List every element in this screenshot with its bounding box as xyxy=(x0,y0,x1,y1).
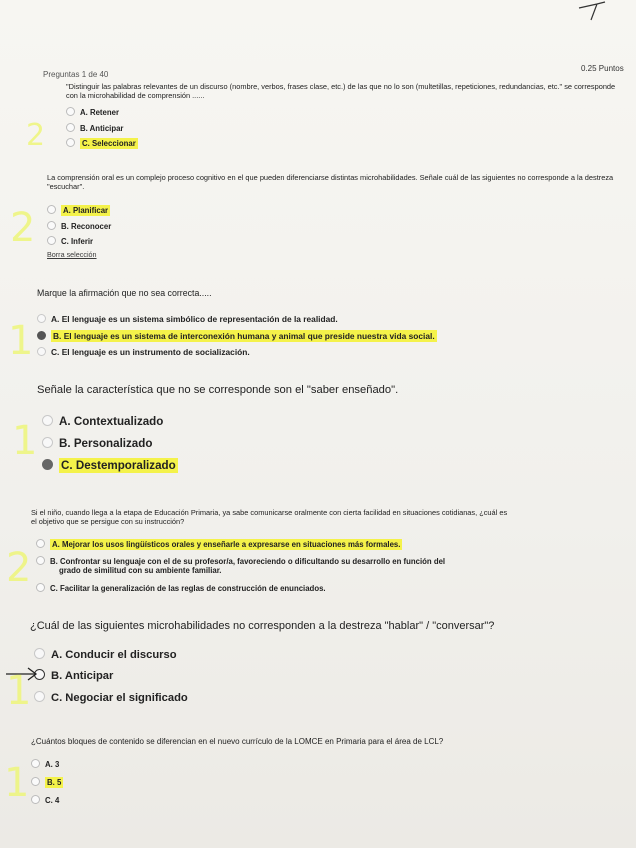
radio-icon[interactable] xyxy=(36,539,45,548)
radio-icon[interactable] xyxy=(47,236,56,245)
radio-selected-icon[interactable] xyxy=(37,331,46,340)
radio-selected-icon[interactable] xyxy=(42,459,53,470)
radio-icon[interactable] xyxy=(31,795,40,804)
q3-option-b[interactable]: B. El lenguaje es un sistema de interconexión humana y animal que preside nuestra vida social. xyxy=(37,331,437,341)
radio-icon[interactable] xyxy=(31,759,40,768)
radio-icon[interactable] xyxy=(31,777,40,786)
q5-option-b-continuation: grado de similitud con su ambiente familiar. xyxy=(59,566,222,575)
radio-icon[interactable] xyxy=(47,221,56,230)
radio-icon[interactable] xyxy=(37,347,46,356)
q7-option-b[interactable]: B. 5 xyxy=(31,777,63,787)
question-4-text: Señale la característica que no se corresponde son el "saber enseñado". xyxy=(37,384,399,396)
radio-icon[interactable] xyxy=(34,648,45,659)
handwritten-mark-icon: 2 xyxy=(10,205,36,251)
question-1-text: "Distinguir las palabras relevantes de un discurso (nombre, verbos, frases clase, etc.) de las que no lo son (multetillas, repeticiones, redundancias, etc." se corresponde con la microhabilidad de comprensión ...... xyxy=(66,82,616,100)
q5-option-c[interactable]: C. Facilitar la generalización de las reglas de construcción de enunciados. xyxy=(36,583,326,593)
q5-option-b[interactable]: B. Confrontar su lenguaje con el de su profesor/a, favoreciendo o dificultando su desarrollo en función del xyxy=(36,556,445,566)
q3-option-a[interactable]: A. El lenguaje es un sistema simbólico de representación de la realidad. xyxy=(37,314,338,324)
q1-option-a[interactable]: A. Retener xyxy=(66,107,119,117)
q6-option-c[interactable]: C. Negociar el significado xyxy=(34,691,188,704)
q1-option-b[interactable]: B. Anticipar xyxy=(66,123,123,133)
q1-option-c[interactable]: C. Seleccionar xyxy=(66,138,138,148)
q4-option-b[interactable]: B. Personalizado xyxy=(42,437,152,450)
handwritten-mark-icon: 1 xyxy=(4,760,30,806)
q2-option-b[interactable]: B. Reconocer xyxy=(47,221,111,231)
q5-option-a[interactable]: A. Mejorar los usos lingüísticos orales y enseñarle a expresarse en situaciones más formales. xyxy=(36,539,402,549)
q4-option-a[interactable]: A. Contextualizado xyxy=(42,415,163,428)
radio-icon[interactable] xyxy=(36,583,45,592)
handwritten-mark-icon: 2 xyxy=(26,118,46,153)
handwritten-mark-icon: 1 xyxy=(8,318,34,364)
q4-option-c[interactable]: C. Destemporalizado xyxy=(42,459,178,472)
handwritten-mark-icon: 1 xyxy=(12,418,38,464)
question-counter: Preguntas 1 de 40 xyxy=(43,70,109,79)
q7-option-c[interactable]: C. 4 xyxy=(31,795,59,805)
q7-option-a[interactable]: A. 3 xyxy=(31,759,59,769)
question-2-text: La comprensión oral es un complejo proceso cognitivo en el que pueden diferenciarse distintas microhabilidades. Señale cuál de las siguientes no corresponde a la destreza "escuchar". xyxy=(47,173,614,191)
q6-option-b[interactable]: B. Anticipar xyxy=(34,669,113,682)
q2-option-c[interactable]: C. Inferir xyxy=(47,236,93,246)
radio-icon[interactable] xyxy=(42,437,53,448)
q2-option-a[interactable]: A. Planificar xyxy=(47,205,110,215)
clear-selection-link[interactable]: Borra selección xyxy=(47,250,97,259)
radio-icon[interactable] xyxy=(42,415,53,426)
question-3-text: Marque la afirmación que no sea correcta..... xyxy=(37,288,212,298)
radio-icon[interactable] xyxy=(34,691,45,702)
pen-mark-icon xyxy=(575,0,615,22)
q6-option-a[interactable]: A. Conducir el discurso xyxy=(34,648,177,661)
question-5-text-line1: Si el niño, cuando llega a la etapa de Educación Primaria, ya sabe comunicarse oralmente con cierta facilidad en situaciones cotidianas, ¿cuál es xyxy=(31,508,508,517)
radio-icon[interactable] xyxy=(66,107,75,116)
radio-icon[interactable] xyxy=(36,556,45,565)
q3-option-c[interactable]: C. El lenguaje es un instrumento de socialización. xyxy=(37,347,250,357)
radio-icon[interactable] xyxy=(37,314,46,323)
handwritten-mark-icon: 1 xyxy=(6,668,32,714)
question-6-text: ¿Cuál de las siguientes microhabilidades no corresponden a la destreza "hablar" / "conversar"? xyxy=(30,620,495,632)
points-label: 0.25 Puntos xyxy=(581,64,624,73)
radio-icon[interactable] xyxy=(66,138,75,147)
radio-icon[interactable] xyxy=(47,205,56,214)
radio-icon[interactable] xyxy=(66,123,75,132)
handwritten-mark-icon: 2 xyxy=(6,545,32,591)
question-5-text-line2: el objetivo que se persigue con su instrucción? xyxy=(31,517,185,526)
question-7-text: ¿Cuántos bloques de contenido se diferencian en el nuevo currículo de la LOMCE en Primaria para el área de LCL? xyxy=(31,737,444,746)
